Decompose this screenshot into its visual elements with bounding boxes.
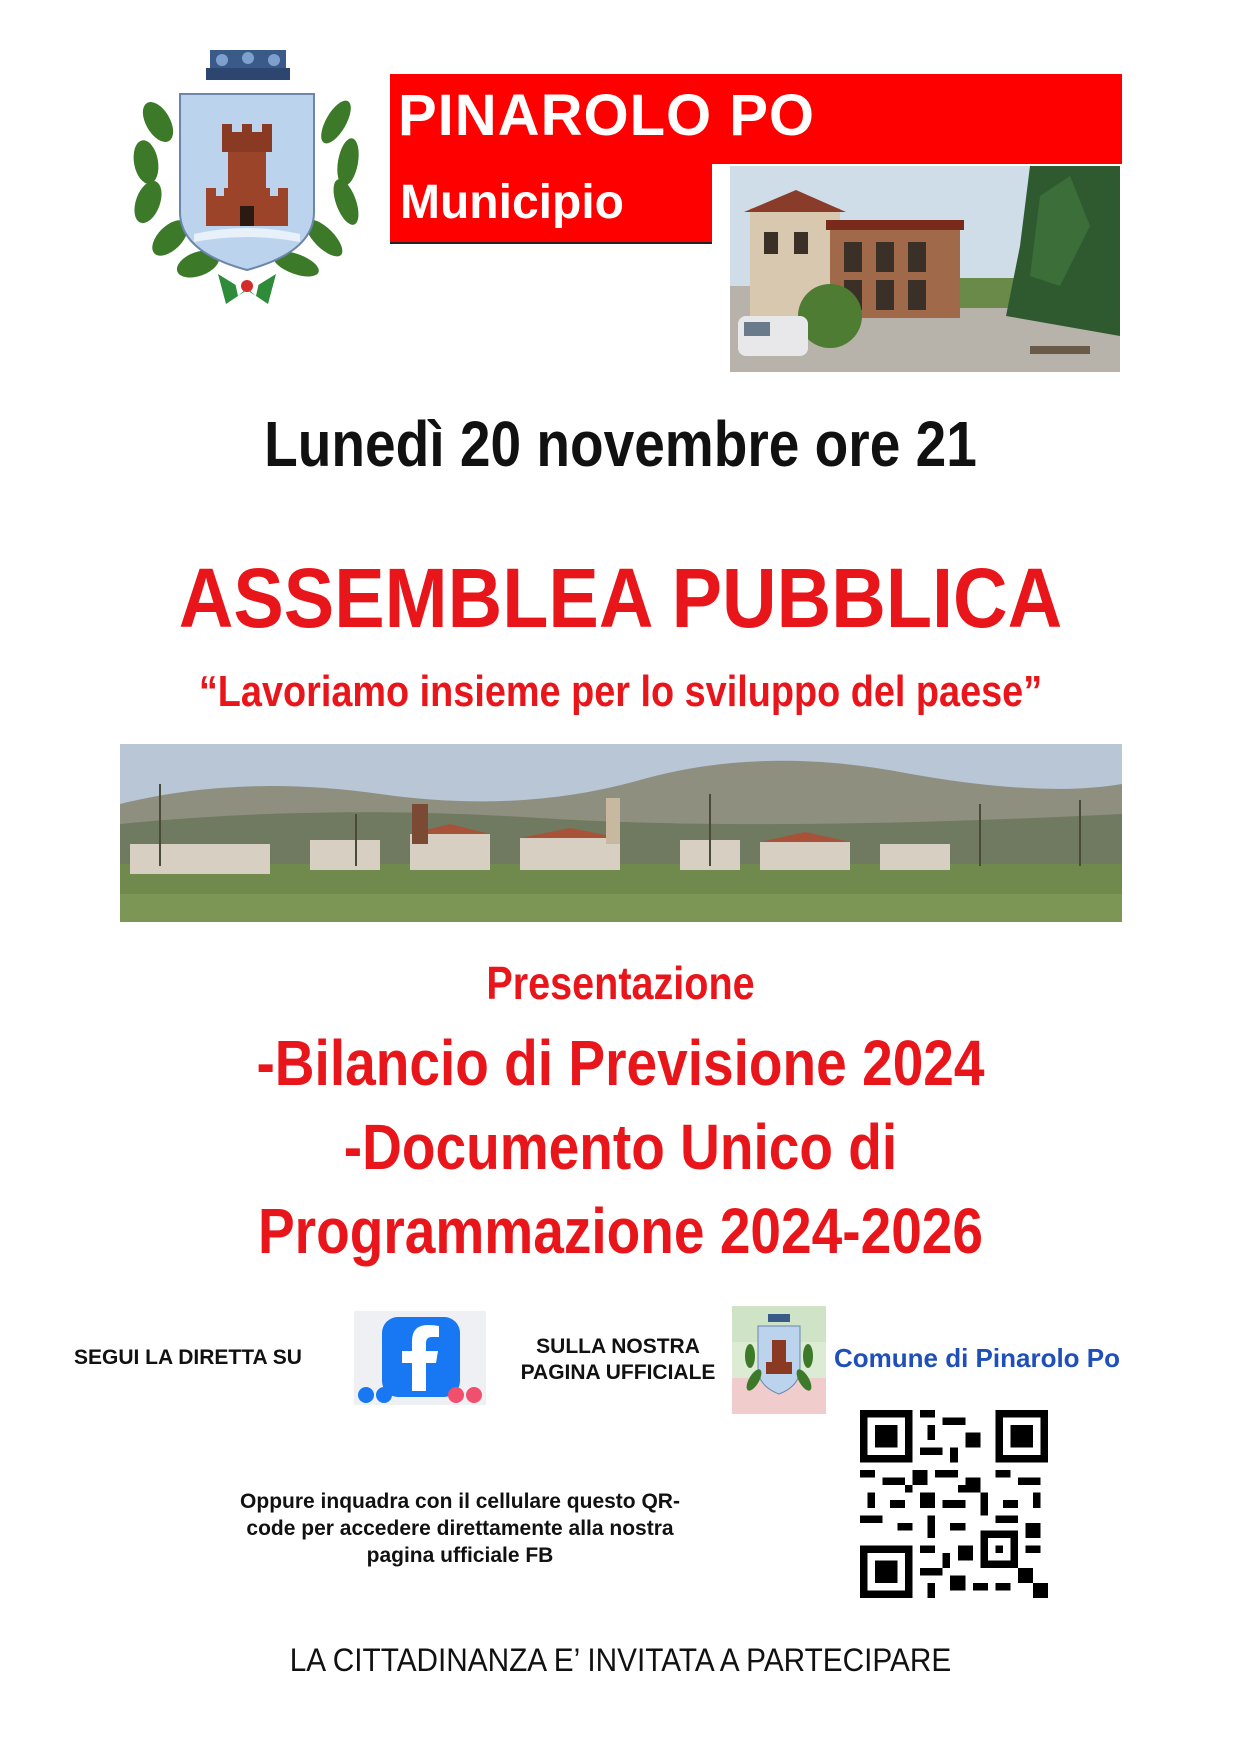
qr-instructions-line2: code per accedere direttamente alla nostra <box>246 1517 674 1540</box>
qr-code-icon[interactable] <box>860 1410 1048 1598</box>
presentation-item-dup-line2: Programmazione 2024-2026 <box>257 1195 984 1267</box>
town-crest-icon <box>118 42 376 310</box>
qr-instructions-line1: Oppure inquadra con il cellulare questo QR- <box>240 1490 680 1513</box>
village-panorama-photo <box>120 744 1122 922</box>
qr-instructions-line3: pagina ufficiale FB <box>366 1544 554 1567</box>
event-date: Lunedì 20 novembre ore 21 <box>264 408 977 480</box>
town-name: PINAROLO PO <box>398 83 816 148</box>
official-page-label-line1: SULLA NOSTRA <box>536 1335 700 1358</box>
presentation-item-budget: -Bilancio di Previsione 2024 <box>256 1027 985 1099</box>
qr-instructions <box>170 1488 750 1569</box>
invitation-footer: LA CITTADINANZA E’ INVITATA A PARTECIPARE <box>289 1642 952 1678</box>
town-hall-photo <box>730 166 1120 372</box>
facebook-icon[interactable] <box>354 1311 486 1405</box>
event-motto: “Lavoriamo insieme per lo sviluppo del paese” <box>198 667 1043 716</box>
event-title: ASSEMBLEA PUBBLICA <box>178 551 1063 645</box>
subtitle-underline <box>390 242 712 244</box>
official-page-label <box>488 1334 748 1386</box>
subtitle: Municipio <box>400 176 624 229</box>
presentation-item-dup-line1: -Documento Unico di <box>343 1111 898 1183</box>
presentation-heading: Presentazione <box>486 957 755 1009</box>
official-page-label-line2: PAGINA UFFICIALE <box>520 1361 716 1384</box>
mini-crest-icon <box>732 1306 826 1414</box>
facebook-page-name[interactable]: Comune di Pinarolo Po <box>834 1343 1121 1373</box>
follow-live-label: SEGUI LA DIRETTA SU <box>74 1346 302 1369</box>
